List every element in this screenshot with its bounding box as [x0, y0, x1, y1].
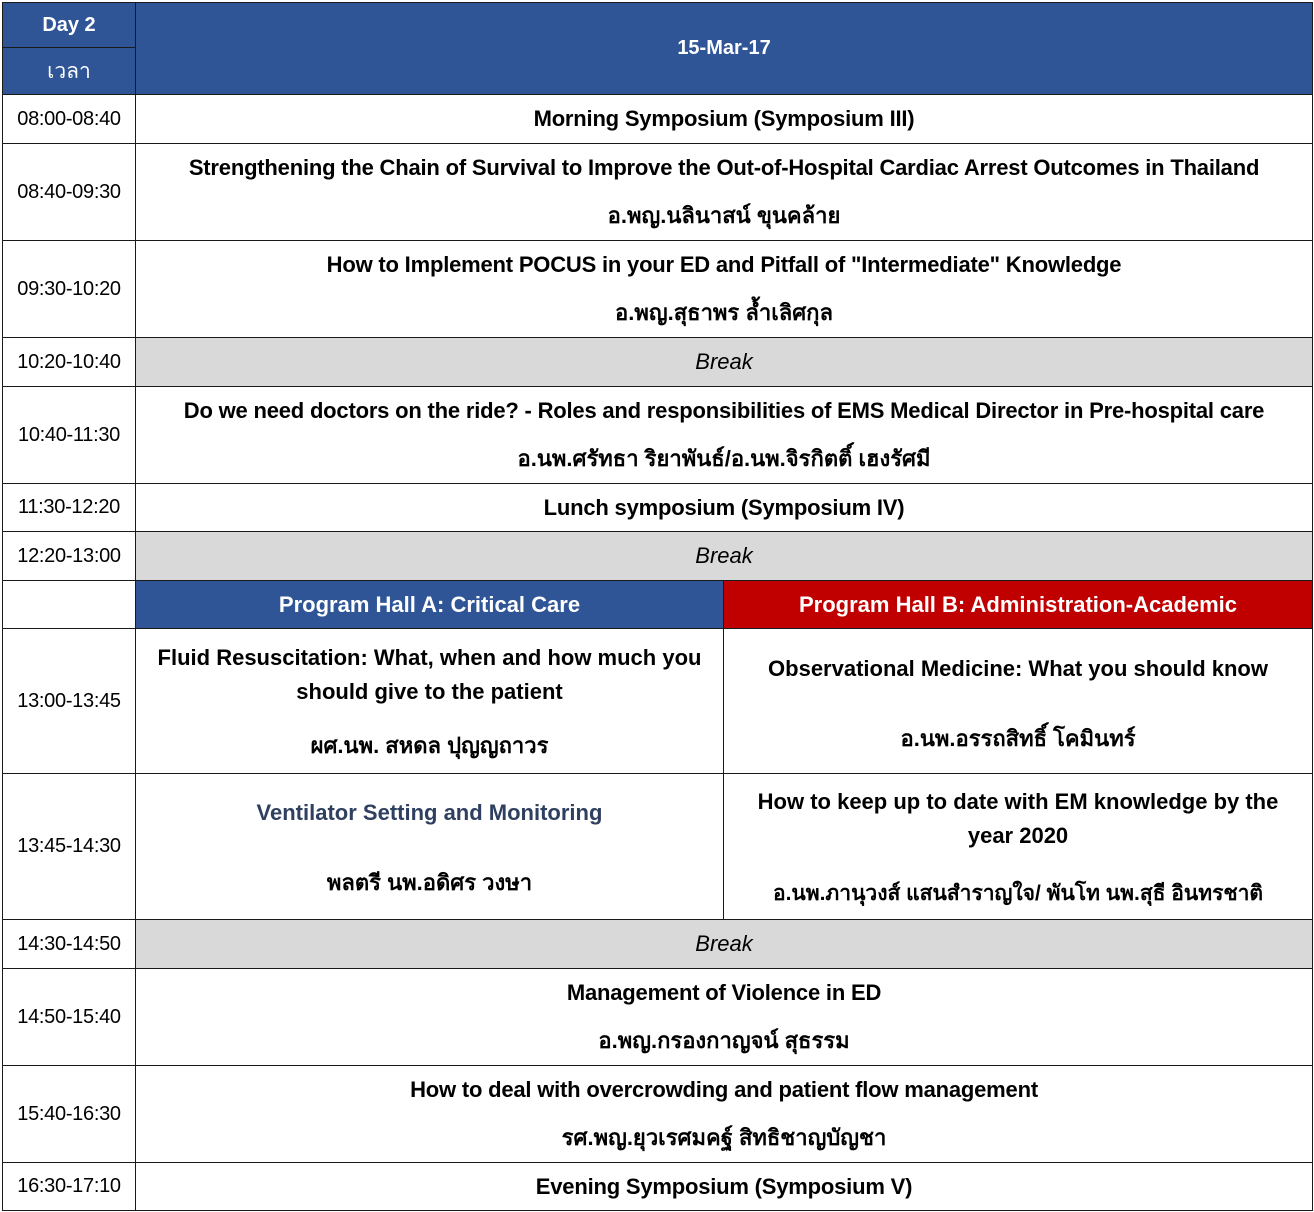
session-title: Evening Symposium (Symposium V) [535, 1173, 913, 1199]
session-cell [136, 241, 1313, 338]
session-speaker: อ.พญ.กรองกาญจน์ สุธรรม [598, 1028, 850, 1053]
table-row [3, 774, 1313, 920]
session-cell [136, 387, 1313, 484]
table-row [3, 338, 1313, 387]
hall-a-header: Program Hall A: Critical Care [136, 581, 724, 629]
session-title: Do we need doctors on the ride? - Roles and responsibilities of EMS Medical Director in Pre-hospital care [183, 398, 1265, 423]
time-cell: 13:45-14:30 [3, 774, 136, 920]
session-title: Observational Medicine: What you should know [768, 656, 1268, 681]
session-cell [136, 1066, 1313, 1163]
time-column-label: เวลา [3, 48, 136, 95]
hall-b-session [724, 774, 1313, 920]
break-cell: Break [136, 532, 1313, 581]
time-cell: 13:00-13:45 [3, 629, 136, 774]
session-cell [136, 969, 1313, 1066]
header-row [3, 3, 1313, 48]
time-cell: 08:00-08:40 [3, 95, 136, 144]
time-cell: 15:40-16:30 [3, 1066, 136, 1163]
break-cell: Break [136, 920, 1313, 969]
session-speaker: รศ.พญ.ยุวเรศมคฐ์ สิทธิชาญบัญชา [561, 1125, 887, 1150]
time-cell: 14:50-15:40 [3, 969, 136, 1066]
schedule-table [2, 2, 1313, 1211]
session-speaker: อ.นพ.ภานุวงส์ แสนสำราญใจ/ พันโท นพ.สุธี อินทรชาติ [772, 881, 1264, 905]
table-row [3, 387, 1313, 484]
table-row [3, 920, 1313, 969]
table-row [3, 95, 1313, 144]
time-cell: 10:40-11:30 [3, 387, 136, 484]
hall-a-session [136, 629, 724, 774]
session-title: Morning Symposium (Symposium III) [533, 106, 915, 131]
table-row [3, 1163, 1313, 1211]
table-row [3, 532, 1313, 581]
session-title: Strengthening the Chain of Survival to Improve the Out-of-Hospital Cardiac Arrest Outcomes in Thailand [188, 155, 1260, 180]
session-title: How to deal with overcrowding and patient flow management [410, 1077, 1038, 1102]
session-speaker: อ.พญ.นลินาสน์ ขุนคล้าย [607, 203, 841, 228]
session-cell [136, 484, 1313, 532]
session-title: How to keep up to date with EM knowledge by the year 2020 [757, 788, 1279, 848]
session-cell [136, 1163, 1313, 1211]
time-cell: 11:30-12:20 [3, 484, 136, 532]
session-speaker: อ.นพ.อรรถสิทธิ์ โคมินทร์ [900, 726, 1136, 751]
session-speaker: อ.นพ.ศรัทธา ริยาพันธ์/อ.นพ.จิรกิตติ์ เฮงรัศมี [517, 446, 931, 471]
hall-header-row [3, 581, 1313, 629]
time-cell: 10:20-10:40 [3, 338, 136, 387]
table-row [3, 1066, 1313, 1163]
session-title: Management of Violence in ED [566, 980, 882, 1005]
session-title: How to Implement POCUS in your ED and Pitfall of "Intermediate" Knowledge [326, 252, 1122, 277]
session-title: Fluid Resuscitation: What, when and how much you should give to the patient [157, 645, 702, 704]
time-cell: 09:30-10:20 [3, 241, 136, 338]
session-speaker: พลตรี นพ.อดิศร วงษา [326, 869, 533, 895]
empty-time-cell [3, 581, 136, 629]
time-cell: 14:30-14:50 [3, 920, 136, 969]
table-row [3, 144, 1313, 241]
time-cell: 16:30-17:10 [3, 1163, 136, 1211]
table-row [3, 241, 1313, 338]
session-title: Lunch symposium (Symposium IV) [543, 494, 905, 520]
hall-b-header: Program Hall B: Administration-Academic [724, 581, 1313, 629]
break-cell: Break [136, 338, 1313, 387]
day-label: Day 2 [3, 3, 136, 48]
hall-a-session [136, 774, 724, 920]
session-title: Ventilator Setting and Monitoring [256, 799, 603, 825]
date-header: 15-Mar-17 [136, 3, 1313, 95]
table-row [3, 969, 1313, 1066]
table-row [3, 629, 1313, 774]
time-cell: 08:40-09:30 [3, 144, 136, 241]
session-speaker: อ.พญ.สุธาพร ล้ำเลิศกุล [615, 300, 833, 325]
hall-b-session [724, 629, 1313, 774]
time-cell: 12:20-13:00 [3, 532, 136, 581]
session-cell [136, 144, 1313, 241]
session-speaker: ผศ.นพ. สหดล ปุญญถาวร [310, 733, 549, 758]
table-row [3, 484, 1313, 532]
session-cell [136, 95, 1313, 144]
